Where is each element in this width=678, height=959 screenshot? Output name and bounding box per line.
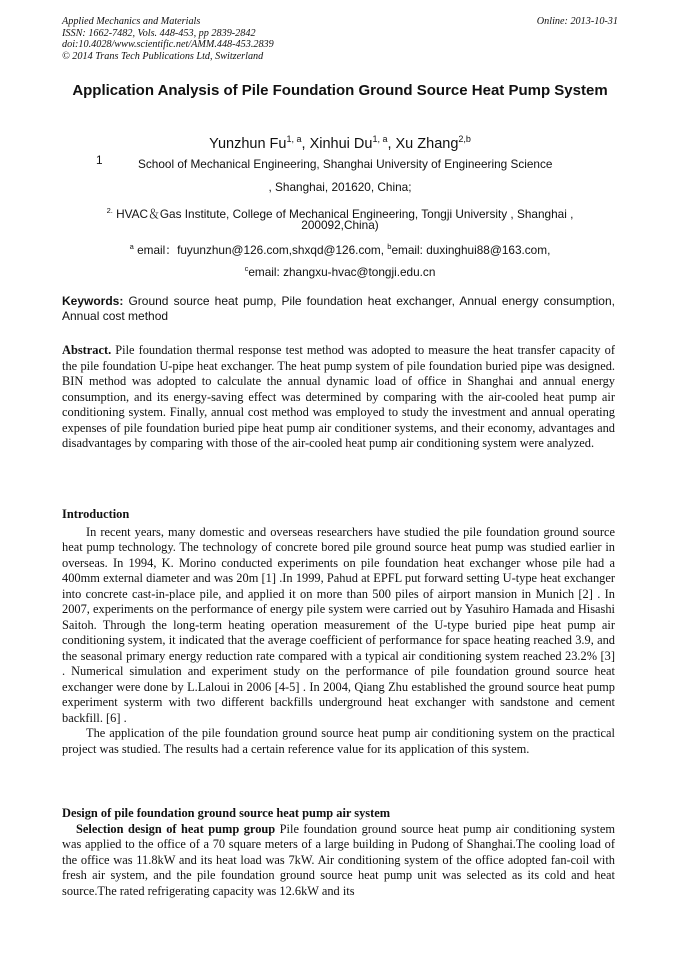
online-date: Online: 2013-10-31 xyxy=(536,16,618,27)
abstract-label: Abstract. xyxy=(62,343,112,357)
keywords-text: Ground source heat pump, Pile foundation heat exchanger, Annual energy consumption, Annual cost method xyxy=(62,294,615,323)
author-list xyxy=(62,130,618,153)
journal-name: Applied Mechanics and Materials xyxy=(62,16,201,27)
copyright-line: © 2014 Trans Tech Publications Ltd, Switzerland xyxy=(62,50,264,62)
author-superscript: 2,b xyxy=(458,134,471,144)
keywords-label: Keywords: xyxy=(62,294,124,308)
author-superscript: 1, a xyxy=(286,134,302,144)
author-name: Yunzhun Fu xyxy=(209,136,287,152)
introduction-heading: Introduction xyxy=(62,507,130,521)
author-separator: , xyxy=(301,136,310,152)
keywords-block xyxy=(62,294,615,324)
affiliation-2-text: HVAC＆Gas Institute, College of Mechanical Engineering, Tongji University , Shanghai , xyxy=(116,207,574,221)
design-heading: Design of pile foundation ground source heat pump air system xyxy=(62,806,391,820)
abstract-text: Pile foundation thermal response test method was adopted to measure the heat transfer capacity of the pile foundation U-pipe heat exchanger. The heat pump system of pile foundation buried pipe was designed. BIN method was adopted to calculate the annual dynamic load of office in Shanghai and annual energy consumption, and its energy-saving effect was determined by comparing with the air-cooled heat pump air conditioning system. Finally, annual cost method was employed to study the investment and annual operating expenses of pile foundation buried pipe heat pump air conditioner systems, and their economy, advantages and disadvantages by comparing with those of the air-cooled heat pump air conditioning system were analyzed. xyxy=(62,343,615,450)
email-c-text: email: zhangxu-hvac@tongji.edu.cn xyxy=(248,265,436,279)
author-name: Xinhui Du xyxy=(309,136,373,152)
doi-line: doi:10.4028/www.scientific.net/AMM.448-453.2839 xyxy=(62,39,274,51)
abstract-block xyxy=(62,343,615,452)
affiliation-1-marker: 1 xyxy=(96,153,103,167)
email-b-text: email: duxinghui88@163.com, xyxy=(391,243,551,257)
affiliation-1-line-2: , Shanghai, 201620, China; xyxy=(268,180,412,194)
design-paragraph xyxy=(62,822,615,900)
email-line-1 xyxy=(62,237,618,260)
affiliation-2-marker: 2. xyxy=(106,206,113,215)
introduction-paragraph-1: In recent years, many domestic and overseas researchers have studied the pile foundation ground source heat pump technology. The technology of concrete bored pile ground source heat pump was studied earlier in overseas. In 1994, K. Morino conducted experiments on pile foundation heat exchanger whose pile had a 400mm external diameter and was 20m [1] .In 1999, Pahud at EPFL put forward setting U-type heat exchanger into concrete cast-in-place pile, and applied it on more than 500 piles of airport mansion in Munich [2] . In 2007, experiments on the performance of energy pile system were carried out by Yasuhiro Hamada and Hisashi Saitoh. Through the long-term heating operation measurement of the U-type buried pipe heat pump air conditioning system, it indicated that the average coefficient of performance for space heating reached 3.9, and the seasonal primary energy reduction rate compared with a typical air conditioning system reached 23.2% [3] . Numerical simulation and experiment study on the performance of pile foundation ground source heat exchanger were done by L.Laloui in 2006 [4-5] . In 2004, Qiang Zhu established the ground source heat pump experiment systerm with two different backfills underground heat exchanger with sandstone and cement backfill. [6] . xyxy=(62,524,615,725)
author-separator: , xyxy=(387,136,396,152)
email-line-2 xyxy=(62,259,618,282)
issn-line: ISSN: 1662-7482, Vols. 448-453, pp 2839-2842 xyxy=(62,27,256,39)
introduction-section xyxy=(62,507,615,757)
email-a-marker: a xyxy=(129,242,134,251)
design-section xyxy=(62,806,615,899)
email-b-marker: b xyxy=(387,242,392,251)
affiliation-1-line-1: School of Mechanical Engineering, Shanghai University of Engineering Science xyxy=(138,157,553,171)
email-a-text: email：fuyunzhun@126.com,shxqd@126.com, xyxy=(133,243,388,257)
email-c-marker: c xyxy=(244,264,249,273)
journal-header xyxy=(62,16,618,62)
design-subheading: Selection design of heat pump group xyxy=(76,821,276,836)
paper-title: Application Analysis of Pile Foundation Ground Source Heat Pump System xyxy=(72,82,608,99)
author-name: Xu Zhang xyxy=(395,136,459,152)
affiliation-2-line-2: 200092,China) xyxy=(301,218,379,232)
author-superscript: 1, a xyxy=(372,134,388,144)
introduction-paragraph-2: The application of the pile foundation ground source heat pump air conditioning system on the practical project was studied. The results had a certain reference value for its application of this system. xyxy=(62,726,615,756)
design-text: Pile foundation ground source heat pump air conditioning system was applied to the office of a 70 square meters of a large building in Pudong of Shanghai.The cooling load of the office was 11.8kW and its heat load was 7kW. Air conditioning system of the office adopted fan-coil with fresh air system, and the pile foundation ground source heat pump unit was selected as its cold and heat source.The rated refrigerating capacity was 12.6kW and its xyxy=(62,821,615,898)
